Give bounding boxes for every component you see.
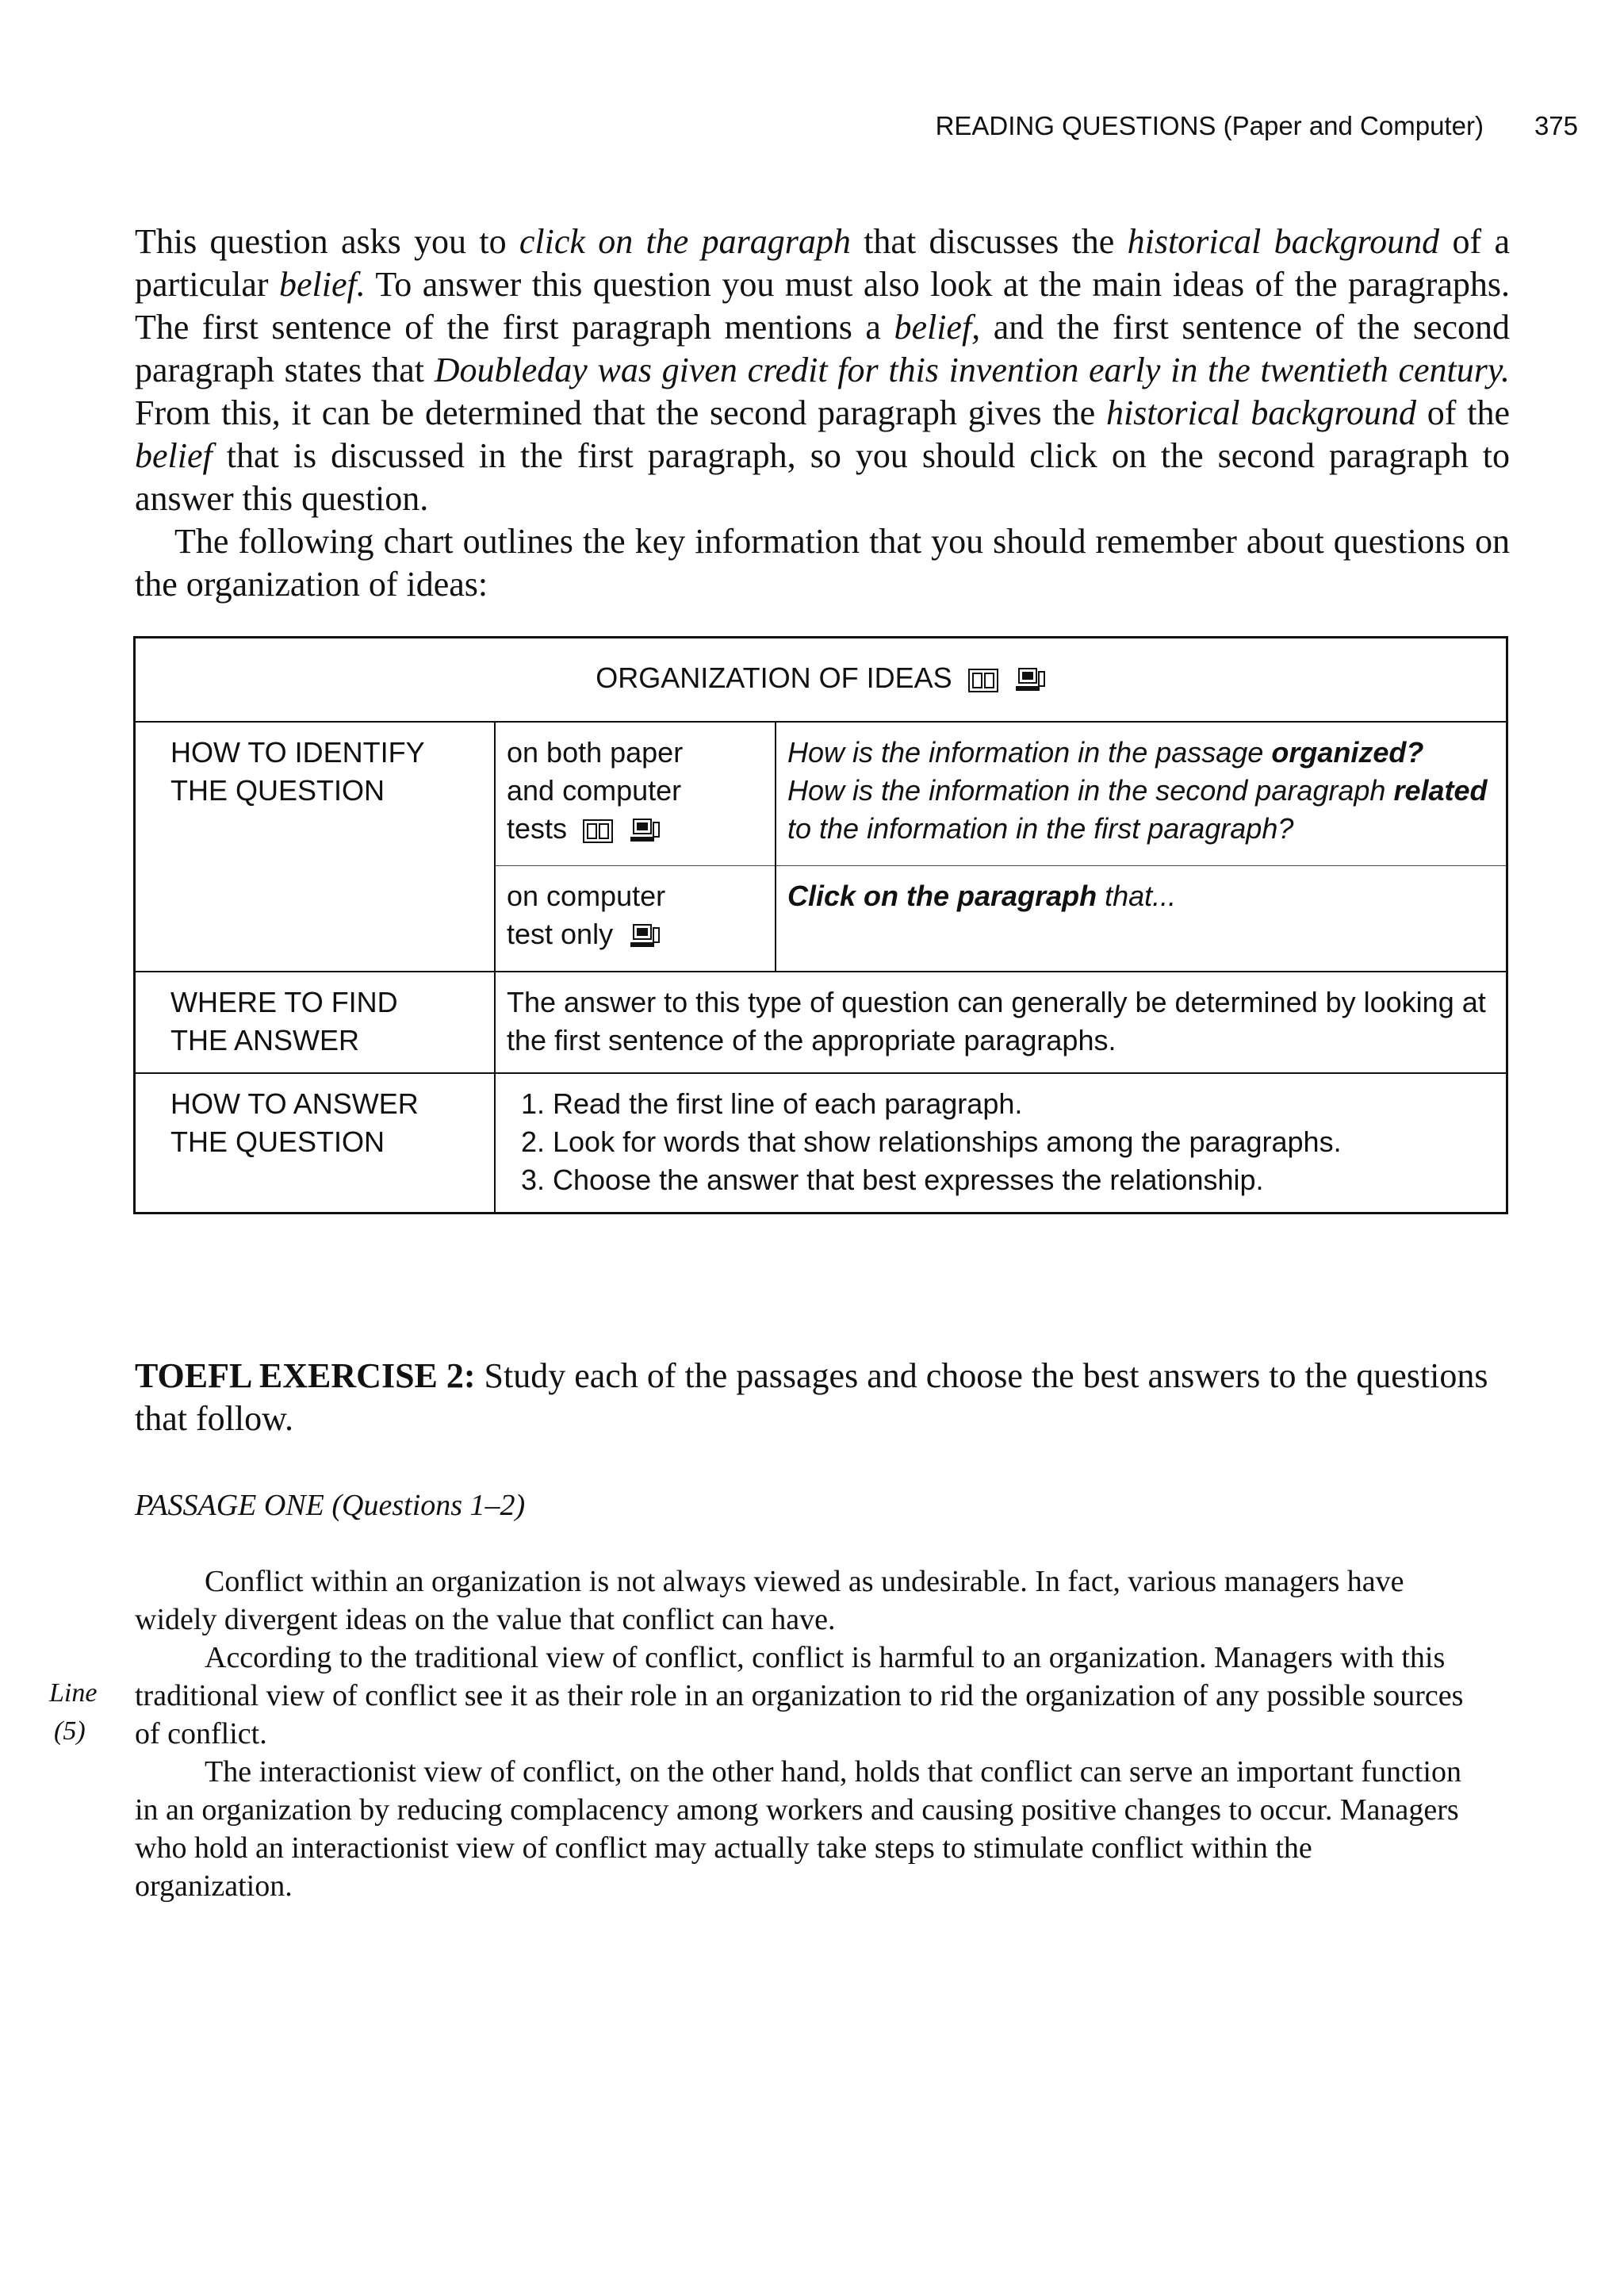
chart-title: ORGANIZATION OF IDEAS [596,661,952,694]
q1-bold: organized? [1271,736,1424,769]
passage-one [135,1562,1475,1905]
how-step: 2. Look for words that show relationships among the paragraphs. [553,1123,1495,1161]
exercise-heading [135,1355,1510,1440]
italic-phrase: belief, [894,308,981,347]
italic-phrase: historical background [1105,393,1416,432]
line-label: Line [49,1678,98,1708]
how-label-line-1: HOW TO ANSWER [170,1087,419,1120]
running-header [793,111,1578,141]
click-instruction-cell [776,866,1506,972]
page-number: 375 [1534,111,1578,140]
passage-label: PASSAGE ONE (Questions 1–2) [135,1489,526,1522]
paper-test-icon [583,815,613,853]
italic-phrase: historical background [1127,222,1440,261]
text-run: To answer this question you must also look at the main ideas of the paragraphs. The first sentence of the first paragraph mentions a [135,265,1510,347]
q1-text: How is the information in the passage [787,736,1272,769]
where-text-cell: The answer to this type of question can generally be determined by looking at the first sentence of the appropriate paragraphs. [495,972,1506,1073]
both-tests-line-1: on both paper [507,736,684,769]
text-run: that is discussed in the first paragraph, so you should click on the second paragraph to answer this question. [135,436,1510,518]
computer-test-icon [629,920,661,958]
running-header-title: READING QUESTIONS (Paper and Computer) [935,111,1484,140]
identify-label-line-2: THE QUESTION [170,774,385,807]
both-tests-label: tests [507,812,568,845]
how-steps-cell [495,1073,1506,1212]
chart-title-cell [136,638,1506,722]
text-run: This question asks you to [135,222,519,261]
exercise-instruction: Study each of the passages and choose the best answers to the questions that follow. [135,1356,1488,1438]
how-steps-list [507,1085,1495,1199]
identify-question-1 [787,734,1495,772]
click-instruction-bold: Click on the paragraph [787,880,1097,912]
how-step: 1. Read the first line of each paragraph. [553,1085,1495,1123]
both-tests-cell [495,722,776,866]
click-instruction-end: that... [1097,880,1177,912]
identify-question-2 [787,772,1495,848]
chart-title-row [136,638,1506,722]
exercise-label: TOEFL EXERCISE 2: [135,1356,476,1395]
where-label-line-2: THE ANSWER [170,1024,360,1056]
q2-bold: related [1393,774,1488,807]
identify-label-cell [136,722,495,972]
how-row [136,1073,1506,1212]
q2-text: How is the information in the second paragraph [787,774,1394,807]
both-tests-line-3 [507,810,764,853]
where-row [136,972,1506,1073]
how-label-cell [136,1073,495,1212]
identify-row-both [136,722,1506,866]
both-tests-line-2: and computer [507,774,682,807]
italic-phrase: click on the paragraph [519,222,851,261]
text-run: of a particular [135,222,1510,304]
computer-only-line-1: on computer [507,880,666,912]
intro-paragraph-2: The following chart outlines the key information that you should remember about questions on the organization of ideas: [135,522,1510,604]
italic-phrase: belief. [279,265,366,304]
q2-text-end: to the information in the first paragraph? [787,812,1294,845]
line-number-5: (5) [54,1716,86,1746]
computer-only-label: test only [507,918,614,950]
how-label-line-2: THE QUESTION [170,1125,385,1158]
intro-text [135,220,1510,606]
passage-paragraph: The interactionist view of conflict, on the other hand, holds that conflict can serve an important function in an organization by reducing complacency among workers and causing positive changes to occur. Managers who hold an interactionist view of conflict may actually take steps to stimulate conflict within the organization. [135,1755,1461,1903]
passage-paragraph: According to the traditional view of conflict, conflict is harmful to an organization. Managers with this traditional view of conflict see it as their role in an organization to rid the organization of any possible sources of conflict. [135,1641,1464,1750]
computer-test-icon [1014,664,1046,702]
identify-questions-cell [776,722,1506,866]
italic-phrase: belief [135,436,213,475]
text-run: that discusses the [850,222,1128,261]
how-step: 3. Choose the answer that best expresses the relationship. [553,1161,1495,1199]
computer-test-icon [629,815,661,853]
text-run: and the first sentence of the second paragraph states that [135,308,1511,389]
where-label-line-1: WHERE TO FIND [170,986,398,1018]
intro-paragraph-1 [135,220,1510,520]
chart-table [136,638,1506,1212]
passage-paragraph: Conflict within an organization is not always viewed as undesirable. In fact, various managers have widely divergent ideas on the value that conflict can have. [135,1565,1404,1636]
organization-of-ideas-chart [133,636,1508,1214]
computer-only-cell [495,866,776,972]
italic-phrase: Doubleday was given credit for this invention early in the twentieth century. [434,351,1511,389]
text-run: of the [1415,393,1510,432]
text-run: From this, it can be determined that the second paragraph gives the [135,393,1106,432]
where-label-cell [136,972,495,1073]
computer-only-line-2 [507,915,764,958]
identify-label-line-1: HOW TO IDENTIFY [170,736,425,769]
paper-test-icon [968,664,998,702]
